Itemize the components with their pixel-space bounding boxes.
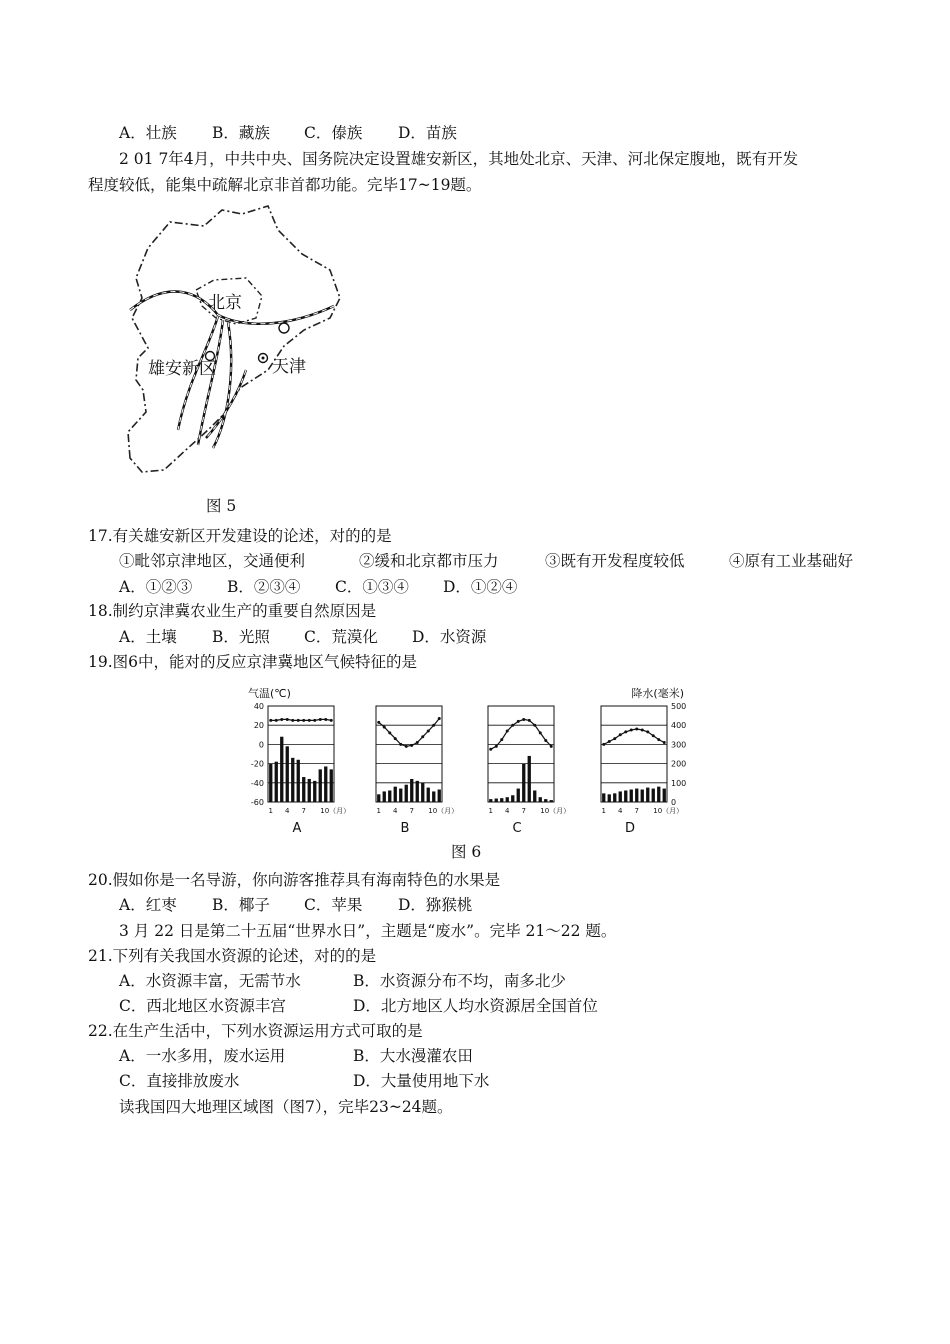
option-c: C．西北地区水资源丰宫 <box>119 997 286 1015</box>
hebei-boundary <box>128 206 340 472</box>
label-beijing: 北京 <box>208 293 242 313</box>
option-d: D．水资源 <box>412 628 487 646</box>
option-b: B．大水漫灌农田 <box>353 1047 473 1065</box>
statement-2: ②缓和北京都市压力 <box>359 552 499 570</box>
precipitation-bar <box>495 799 498 802</box>
option-d: D．①②④ <box>443 578 518 596</box>
temperature-point <box>630 729 633 732</box>
temperature-point <box>495 745 498 748</box>
option-c: C．直接排放废水 <box>119 1072 240 1090</box>
temperature-point <box>613 737 616 740</box>
temperature-point <box>602 743 605 746</box>
map-figure-5 <box>118 200 348 485</box>
month-tick-label: 10（月） <box>653 807 684 815</box>
temperature-point <box>308 719 311 722</box>
precipitation-bar <box>432 791 435 802</box>
option-b: B．②③④ <box>227 578 301 596</box>
precipitation-bar <box>522 764 525 802</box>
option-a: A．①②③ <box>119 578 193 596</box>
precipitation-bar <box>517 789 520 802</box>
option-a: A．壮族 <box>119 124 177 142</box>
temperature-point <box>500 738 503 741</box>
precipitation-bar <box>319 769 322 802</box>
precipitation-bar <box>269 764 272 802</box>
q21-stem: 21.下列有关我国水资源的论述，对的的是 <box>88 947 377 965</box>
temperature-tick-label: -20 <box>250 759 264 769</box>
month-tick-label: 1 <box>268 807 273 815</box>
temperature-point <box>533 724 536 727</box>
precipitation-bar <box>619 791 622 802</box>
temperature-point <box>528 719 531 722</box>
temperature-point <box>280 718 283 721</box>
intro-paragraph: 程度较低，能集中疏解北京非首都功能。完毕17~19题。 <box>88 176 482 194</box>
statement-3: ③既有开发程度较低 <box>545 552 685 570</box>
chart-panel-frame <box>376 706 442 802</box>
q18-options <box>119 627 486 647</box>
option-c: C．荒漠化 <box>304 628 378 646</box>
temperature-line <box>604 729 665 744</box>
temperature-tick-label: 40 <box>253 702 264 711</box>
option-a: A．土壤 <box>119 628 177 646</box>
precipitation-bar <box>630 790 633 802</box>
option-b: B．椰子 <box>212 896 270 914</box>
precipitation-bar <box>608 794 611 802</box>
precipitation-bar <box>602 793 605 802</box>
precipitation-bar <box>330 769 333 802</box>
precipitation-tick-label: 500 <box>671 702 687 711</box>
label-xiongan: 雄安新区 <box>148 359 216 379</box>
temperature-point <box>275 719 278 722</box>
month-tick-label: 10（月） <box>428 807 459 815</box>
temperature-point <box>416 741 419 744</box>
precipitation-tick-label: 400 <box>671 721 687 731</box>
temperature-line <box>379 719 440 747</box>
temperature-point <box>269 719 272 722</box>
option-d: D．猕猴桃 <box>398 896 473 914</box>
precipitation-bar <box>275 762 278 802</box>
temperature-tick-label: 20 <box>253 721 264 731</box>
option-c: C．①③④ <box>335 578 409 596</box>
precipitation-bar <box>388 790 391 802</box>
precipitation-bar <box>657 787 660 802</box>
month-tick-label: 1 <box>376 807 381 815</box>
chart-panel-frame <box>601 706 667 802</box>
month-tick-label: 10（月） <box>540 807 571 815</box>
temperature-point <box>432 724 435 727</box>
temperature-point <box>319 718 322 721</box>
temperature-point <box>635 728 638 731</box>
temperature-point <box>489 748 492 751</box>
temperature-point <box>663 741 666 744</box>
temperature-point <box>330 719 333 722</box>
precipitation-tick-label: 0 <box>671 798 677 807</box>
q20-stem: 20.假如你是一名导游，你向游客推荐具有海南特色的水果是 <box>88 871 501 889</box>
option-b: B．水资源分布不均，南多北少 <box>353 972 566 990</box>
option-c: C．苹果 <box>304 896 363 914</box>
temperature-point <box>550 745 553 748</box>
temperature-tick-label: 0 <box>258 740 264 750</box>
option-b: B．藏族 <box>212 124 270 142</box>
precipitation-bar <box>635 789 638 802</box>
precipitation-bar <box>528 756 531 802</box>
temperature-point <box>652 734 655 737</box>
month-tick-label: 1 <box>488 807 493 815</box>
temperature-point <box>646 730 649 733</box>
temperature-point <box>394 737 397 740</box>
precipitation-tick-label: 100 <box>671 778 687 788</box>
month-tick-label: 4 <box>505 807 510 815</box>
temperature-point <box>377 721 380 724</box>
q17-stem: 17.有关雄安新区开发建设的论述，对的的是 <box>88 527 392 545</box>
temperature-point <box>388 731 391 734</box>
panel-label: D <box>624 821 636 836</box>
precipitation-tick-label: 200 <box>671 759 687 769</box>
q19-stem: 19.图6中，能对的反应京津冀地区气候特征的是 <box>88 653 418 671</box>
temperature-line <box>271 719 332 720</box>
precipitation-bar <box>308 779 311 802</box>
precipitation-bar <box>511 795 514 802</box>
climate-charts-figure-6 <box>236 684 696 836</box>
temperature-tick-label: -60 <box>250 798 264 807</box>
month-tick-label: 7 <box>521 807 526 815</box>
q16-options <box>119 123 457 143</box>
intro-paragraph: 3 月 22 日是第二十五届“世界水日”，主题是“废水”。完毕 21～22 题。 <box>119 922 617 940</box>
figure-6-caption: 图 6 <box>451 843 482 861</box>
temperature-point <box>297 719 300 722</box>
temperature-tick-label: -40 <box>250 778 264 788</box>
month-tick-label: 4 <box>393 807 398 815</box>
temperature-point <box>421 735 424 738</box>
precipitation-bar <box>624 790 627 802</box>
panel-label: A <box>292 821 302 836</box>
temperature-point <box>383 726 386 729</box>
precipitation-tick-label: 300 <box>671 740 687 750</box>
month-tick-label: 10（月） <box>320 807 351 815</box>
precipitation-bar <box>550 800 553 802</box>
temperature-point <box>286 718 289 721</box>
temperature-point <box>522 718 525 721</box>
option-a: A．一水多用，废水运用 <box>119 1047 286 1065</box>
temperature-point <box>291 719 294 722</box>
month-tick-label: 7 <box>301 807 306 815</box>
q18-stem: 18.制约京津冀农业生产的重要自然原因是 <box>88 602 377 620</box>
precipitation-bar <box>427 788 430 802</box>
precipitation-axis-title: 降水(毫米) <box>631 687 684 700</box>
precipitation-bar <box>438 790 441 802</box>
option-a: A．红枣 <box>119 896 177 914</box>
precipitation-bar <box>641 790 644 802</box>
precipitation-bar <box>646 788 649 802</box>
temperature-point <box>641 729 644 732</box>
temperature-point <box>427 729 430 732</box>
temperature-point <box>608 740 611 743</box>
precipitation-bar <box>506 797 509 802</box>
precipitation-bar <box>280 737 283 802</box>
precipitation-bar <box>652 789 655 802</box>
temperature-point <box>624 730 627 733</box>
q17-options <box>119 577 517 597</box>
option-c: C．傣族 <box>304 124 363 142</box>
option-d: D．北方地区人均水资源居全国首位 <box>353 997 598 1015</box>
temperature-point <box>619 733 622 736</box>
temperature-point <box>324 718 327 721</box>
temperature-axis-title: 气温(℃) <box>248 687 291 700</box>
precipitation-bar <box>416 781 419 802</box>
month-tick-label: 1 <box>601 807 606 815</box>
option-d: D．苗族 <box>398 124 457 142</box>
intro-paragraph: 读我国四大地理区域图（图7），完毕23~24题。 <box>119 1098 453 1116</box>
precipitation-bar <box>405 785 408 802</box>
option-b: B．光照 <box>212 628 270 646</box>
q22-options-row1 <box>119 1046 473 1066</box>
figure-5-caption: 图 5 <box>206 497 237 515</box>
precipitation-bar <box>613 793 616 802</box>
precipitation-bar <box>399 789 402 802</box>
q20-options <box>119 895 472 915</box>
temperature-point <box>399 743 402 746</box>
label-tianjin: 天津 <box>272 357 306 377</box>
statement-1: ①毗邻京津地区，交通便利 <box>119 552 306 570</box>
precipitation-bar <box>291 758 294 802</box>
precipitation-bar <box>297 760 300 802</box>
precipitation-bar <box>286 746 289 802</box>
precipitation-bar <box>500 798 503 802</box>
panel-label: B <box>400 821 410 836</box>
temperature-point <box>506 729 509 732</box>
precipitation-bar <box>302 777 305 802</box>
intro-paragraph: 2 01 7年4月，中共中央、国务院决定设置雄安新区，其地处北京、天津、河北保定腹地，既有开发 <box>119 150 799 168</box>
option-a: A．水资源丰富，无需节水 <box>119 972 301 990</box>
statement-4: ④原有工业基础好 <box>729 552 854 570</box>
month-tick-label: 4 <box>618 807 623 815</box>
city-marker <box>279 323 289 333</box>
q21-options-row2 <box>119 996 598 1016</box>
temperature-point <box>544 739 547 742</box>
q22-stem: 22.在生产生活中，下列水资源运用方式可取的是 <box>88 1022 423 1040</box>
temperature-point <box>511 724 514 727</box>
precipitation-bar <box>421 783 424 802</box>
precipitation-bar <box>324 766 327 802</box>
q17-statements <box>119 551 853 571</box>
precipitation-bar <box>489 799 492 802</box>
temperature-point <box>410 744 413 747</box>
precipitation-bar <box>383 791 386 802</box>
month-tick-label: 7 <box>409 807 414 815</box>
precipitation-bar <box>410 779 413 802</box>
precipitation-bar <box>544 799 547 802</box>
month-tick-label: 4 <box>285 807 290 815</box>
precipitation-bar <box>533 790 536 802</box>
temperature-point <box>517 720 520 723</box>
temperature-point <box>405 745 408 748</box>
precipitation-bar <box>539 797 542 802</box>
temperature-point <box>539 731 542 734</box>
precipitation-bar <box>377 794 380 802</box>
precipitation-bar <box>394 787 397 802</box>
temperature-point <box>313 719 316 722</box>
q21-options-row1 <box>119 971 566 991</box>
q22-options-row2 <box>119 1071 489 1091</box>
month-tick-label: 7 <box>634 807 639 815</box>
temperature-point <box>438 717 441 720</box>
option-d: D．大量使用地下水 <box>353 1072 490 1090</box>
temperature-point <box>657 738 660 741</box>
precipitation-bar <box>313 781 316 802</box>
panel-label: C <box>512 821 522 836</box>
temperature-point <box>302 719 305 722</box>
precipitation-bar <box>663 789 666 802</box>
